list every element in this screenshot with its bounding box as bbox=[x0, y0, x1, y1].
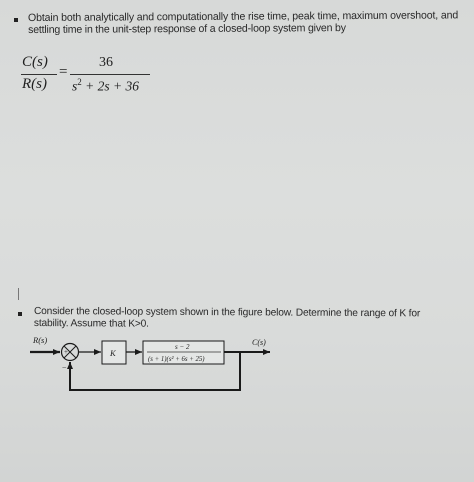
plant-denominator: (s + 1)(s² + 6s + 25) bbox=[148, 356, 205, 363]
question-1-line-1: Obtain both analytically and computationally the rise time, peak time, maximum overshoot, and bbox=[28, 9, 459, 24]
rhs-numerator: 36 bbox=[99, 55, 113, 70]
rhs-den-s: s bbox=[72, 78, 78, 94]
summing-plus-sign: + bbox=[64, 348, 68, 356]
input-label: R(s) bbox=[33, 335, 48, 345]
question-2-line-2: stability. Assume that K>0. bbox=[33, 317, 149, 330]
rhs-den-exponent: 2 bbox=[77, 77, 82, 87]
summing-minus-sign: − bbox=[62, 363, 67, 372]
gain-label: K bbox=[110, 348, 116, 358]
rhs-den-rest: + 2s + 36 bbox=[81, 78, 139, 94]
question-1-line-2: settling time in the unit-step response of a closed-loop system given by bbox=[28, 22, 346, 36]
question-2-line-1: Consider the closed-loop system shown in the figure below. Determine the range of K for bbox=[33, 306, 421, 320]
plant-numerator: s − 2 bbox=[175, 343, 190, 351]
lhs-numerator: C(s) bbox=[22, 54, 48, 70]
output-label: C(s) bbox=[252, 338, 266, 347]
lhs-denominator: R(s) bbox=[22, 76, 47, 92]
equals-sign: = bbox=[59, 64, 68, 80]
